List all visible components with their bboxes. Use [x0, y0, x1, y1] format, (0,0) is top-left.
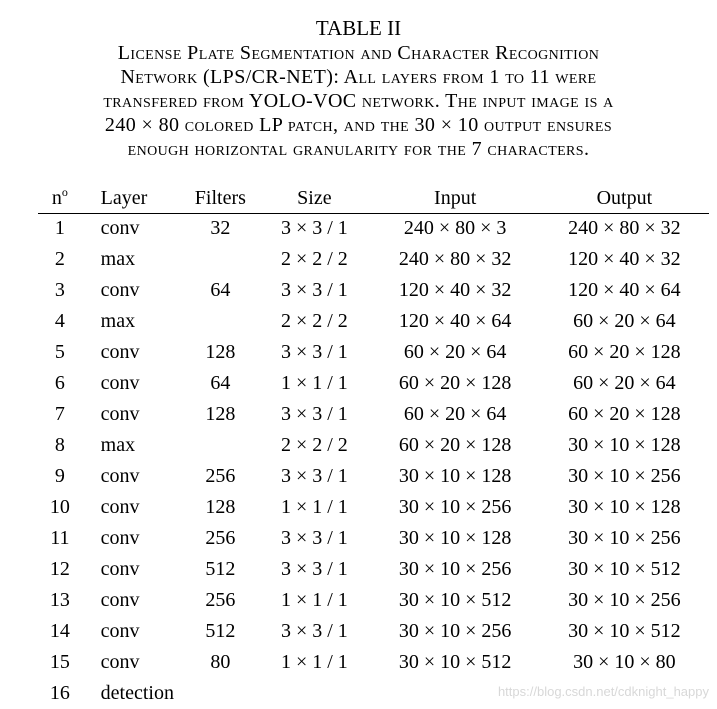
cell-size: 2 × 2 / 2 — [280, 434, 348, 456]
cell-number: 8 — [54, 434, 65, 456]
cell-output: 60 × 20 × 128 — [568, 403, 681, 425]
header-output: Output — [596, 187, 653, 209]
table-row — [38, 647, 709, 678]
header-number-sup: o — [61, 185, 68, 199]
cell-size — [258, 678, 370, 709]
cell-number: 14 — [49, 620, 70, 642]
cell-input: 30 × 10 × 256 — [398, 496, 512, 518]
cell-layer: conv — [100, 403, 140, 425]
cell-layer: conv — [100, 527, 140, 549]
cell-filters: 512 — [205, 620, 236, 642]
cell-number: 3 — [54, 279, 65, 301]
cell-size: 3 × 3 / 1 — [280, 279, 348, 301]
cell-layer: conv — [100, 620, 140, 642]
cell-layer: conv — [100, 217, 140, 239]
cell-filters: 64 — [210, 279, 231, 301]
table-row — [38, 430, 709, 461]
cell-size: 3 × 3 / 1 — [280, 217, 348, 239]
cell-filters: 80 — [210, 651, 231, 673]
cell-layer: detection — [100, 682, 174, 704]
header-input: Input — [434, 187, 477, 209]
cell-filters — [183, 430, 259, 461]
cell-output: 60 × 20 × 64 — [573, 310, 676, 332]
cell-size: 3 × 3 / 1 — [280, 527, 348, 549]
cell-number: 16 — [49, 682, 70, 704]
cell-filters: 256 — [205, 589, 236, 611]
cell-layer: max — [100, 310, 136, 332]
cell-layer: conv — [100, 496, 140, 518]
caption-line: License Plate Segmentation and Character Recognition — [117, 42, 600, 64]
table-row — [38, 306, 709, 337]
cell-input: 30 × 10 × 512 — [398, 651, 512, 673]
cell-input: 30 × 10 × 256 — [398, 620, 512, 642]
cell-number: 2 — [54, 248, 65, 270]
table-caption — [20, 41, 697, 161]
cell-filters: 256 — [205, 465, 236, 487]
cell-input: 120 × 40 × 64 — [398, 310, 512, 332]
cell-input: 30 × 10 × 128 — [398, 465, 512, 487]
cell-input: 60 × 20 × 128 — [398, 434, 512, 456]
cell-size: 3 × 3 / 1 — [280, 403, 348, 425]
cell-number: 10 — [49, 496, 70, 518]
cell-number: 4 — [54, 310, 65, 332]
table-row — [38, 399, 709, 430]
cell-output: 30 × 10 × 128 — [568, 496, 681, 518]
table-row — [38, 244, 709, 275]
cell-output: 60 × 20 × 64 — [573, 372, 676, 394]
cell-number: 11 — [50, 527, 70, 549]
caption-line: Network (LPS/CR-NET): All layers from 1 to 11 were — [120, 66, 597, 88]
cell-size: 1 × 1 / 1 — [280, 651, 348, 673]
watermark: https://blog.csdn.net/cdknight_happy — [497, 684, 709, 699]
cell-size: 3 × 3 / 1 — [280, 465, 348, 487]
cell-output: 120 × 40 × 64 — [568, 279, 681, 301]
cell-size: 1 × 1 / 1 — [280, 589, 348, 611]
cell-output: 30 × 10 × 512 — [568, 620, 681, 642]
cell-output: 30 × 10 × 512 — [568, 558, 681, 580]
table-row — [38, 275, 709, 306]
cell-layer: conv — [100, 589, 140, 611]
cell-number: 12 — [49, 558, 70, 580]
header-size: Size — [297, 187, 332, 209]
cell-number: 6 — [54, 372, 65, 394]
table-row — [38, 337, 709, 368]
cell-size: 1 × 1 / 1 — [280, 496, 348, 518]
cell-layer: conv — [100, 465, 140, 487]
cell-filters: 128 — [205, 341, 236, 363]
cell-output: 30 × 10 × 256 — [568, 589, 681, 611]
cell-number: 5 — [54, 341, 65, 363]
table-row — [38, 213, 709, 244]
cell-output: 30 × 10 × 128 — [568, 434, 681, 456]
cell-input: 240 × 80 × 32 — [398, 248, 512, 270]
caption-line: enough horizontal granularity for the 7 characters. — [127, 138, 590, 160]
table-row — [38, 523, 709, 554]
table-header-row — [38, 183, 709, 213]
table-row — [38, 616, 709, 647]
cell-output: 30 × 10 × 256 — [568, 527, 681, 549]
caption-line: 240 × 80 colored LP patch, and the 30 × 10 output ensures — [104, 114, 613, 136]
cell-input: 120 × 40 × 32 — [398, 279, 512, 301]
cell-filters: 512 — [205, 558, 236, 580]
cell-size: 2 × 2 / 2 — [280, 248, 348, 270]
cell-layer: conv — [100, 341, 140, 363]
cell-number: 9 — [54, 465, 65, 487]
cell-filters — [183, 244, 259, 275]
cell-output: 30 × 10 × 80 — [573, 651, 676, 673]
cell-filters — [183, 306, 259, 337]
header-filters: Filters — [194, 187, 246, 209]
cell-layer: conv — [100, 279, 140, 301]
cell-filters: 256 — [205, 527, 236, 549]
network-layers-table — [38, 183, 709, 709]
cell-number: 13 — [49, 589, 70, 611]
cell-size: 3 × 3 / 1 — [280, 620, 348, 642]
cell-filters: 32 — [210, 217, 231, 239]
table-row — [38, 554, 709, 585]
cell-number: 15 — [49, 651, 70, 673]
table-label: TABLE II — [315, 16, 402, 40]
cell-number: 7 — [54, 403, 65, 425]
cell-input: 60 × 20 × 128 — [398, 372, 512, 394]
header-number — [38, 183, 82, 213]
cell-input: 30 × 10 × 512 — [398, 589, 512, 611]
cell-input: 30 × 10 × 256 — [398, 558, 512, 580]
cell-size: 2 × 2 / 2 — [280, 310, 348, 332]
caption-line: transfered from YOLO-VOC network. The input image is a — [103, 90, 614, 112]
cell-input: 30 × 10 × 128 — [398, 527, 512, 549]
cell-layer: max — [100, 248, 136, 270]
cell-filters — [183, 678, 259, 709]
cell-input: 60 × 20 × 64 — [403, 341, 507, 363]
cell-size: 3 × 3 / 1 — [280, 341, 348, 363]
cell-size: 1 × 1 / 1 — [280, 372, 348, 394]
table-row — [38, 585, 709, 616]
cell-filters: 64 — [210, 372, 231, 394]
table-row — [38, 492, 709, 523]
table-row — [38, 368, 709, 399]
cell-output: 30 × 10 × 256 — [568, 465, 681, 487]
cell-filters: 128 — [205, 496, 236, 518]
header-layer: Layer — [100, 187, 148, 209]
table-row — [38, 461, 709, 492]
header-number-text: n — [51, 187, 62, 209]
cell-input: 240 × 80 × 3 — [403, 217, 507, 239]
cell-input: 60 × 20 × 64 — [403, 403, 507, 425]
cell-output: 60 × 20 × 128 — [568, 341, 681, 363]
cell-layer: conv — [100, 651, 140, 673]
cell-output: 240 × 80 × 32 — [568, 217, 681, 239]
cell-layer: conv — [100, 372, 140, 394]
cell-filters: 128 — [205, 403, 236, 425]
cell-output: 120 × 40 × 32 — [568, 248, 681, 270]
table-body — [38, 213, 709, 709]
cell-number: 1 — [54, 217, 65, 239]
cell-size: 3 × 3 / 1 — [280, 558, 348, 580]
cell-layer: conv — [100, 558, 140, 580]
cell-layer: max — [100, 434, 136, 456]
